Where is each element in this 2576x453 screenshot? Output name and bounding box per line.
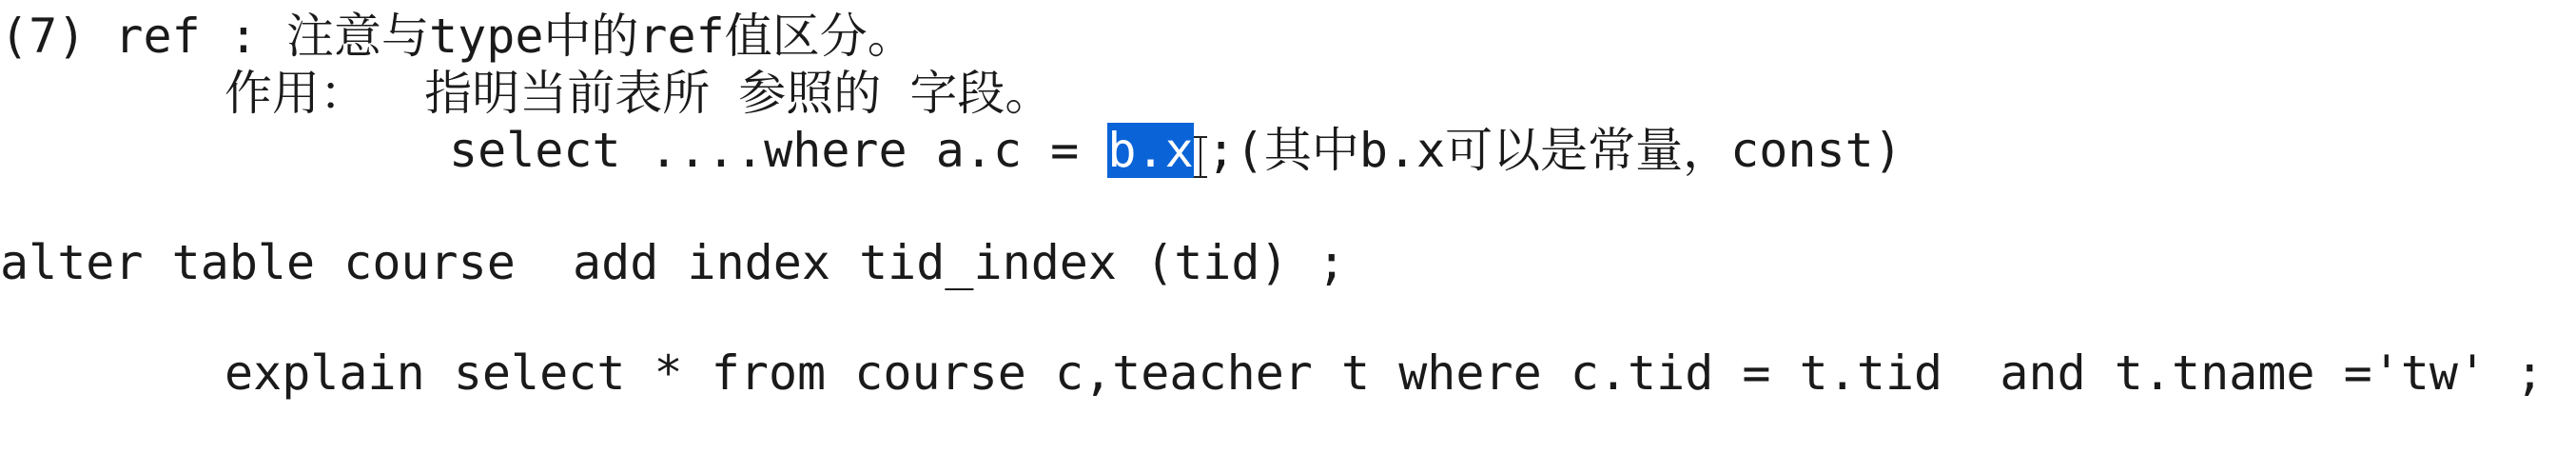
- purpose-line: 作用： 指明当前表所 参照的 字段。: [224, 66, 1053, 121]
- example-query-note: ;(其中b.x可以是常量，const): [1206, 123, 1903, 178]
- example-query-line: [449, 122, 1903, 179]
- heading-ref: (7) ref : 注意与type中的ref值区分。: [0, 9, 915, 64]
- text-cursor-icon: [1194, 136, 1207, 178]
- explain-statement: explain select * from course c,teacher t where c.tid = t.tid and t.tname ='tw' ;: [224, 345, 2545, 401]
- alter-table-statement: alter table course add index tid_index (tid) ;: [0, 235, 1346, 290]
- selected-text[interactable]: b.x: [1107, 123, 1194, 178]
- example-query-prefix: select ....where a.c =: [449, 123, 1108, 178]
